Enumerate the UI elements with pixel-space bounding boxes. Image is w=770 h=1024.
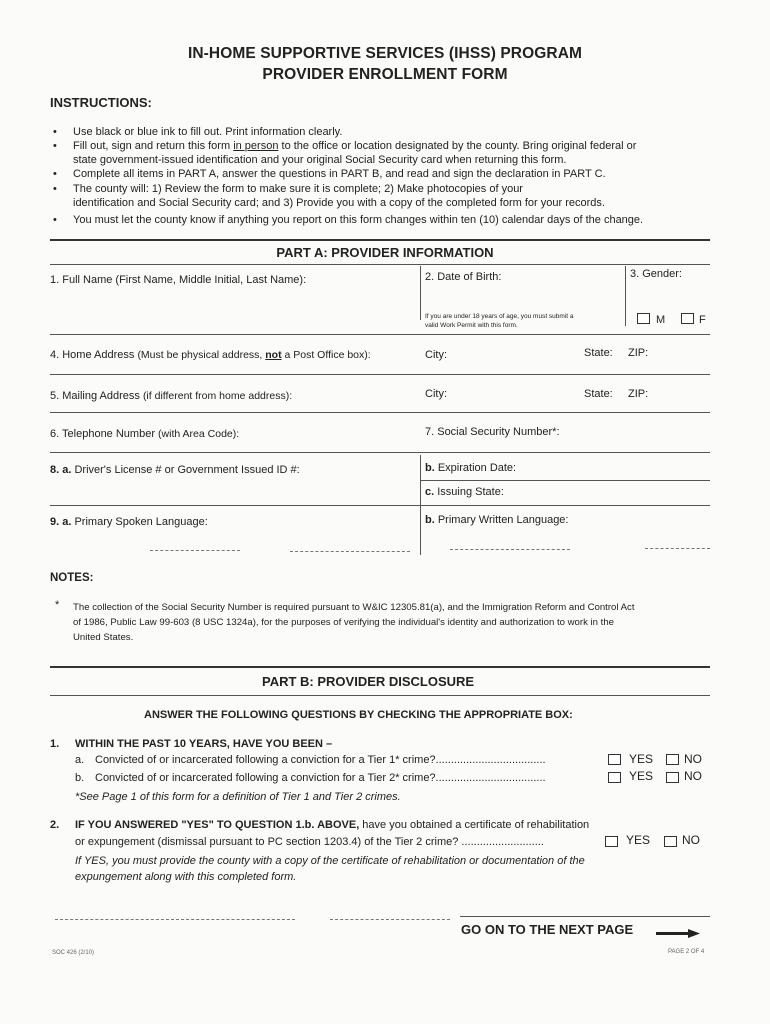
instruction-4-cont: identification and Social Security card; and 3) Provide you with a copy of the completed form for your records. <box>73 197 605 209</box>
instruction-1: Use black or blue ink to fill out. Print information clearly. <box>73 126 343 138</box>
instruction-2-cont: state government-issued identification and your original Social Security card when returning this form. <box>73 154 567 166</box>
footnote-star: * <box>55 599 60 611</box>
q1-number: 1. <box>50 738 60 750</box>
home-address-label: 4. Home Address (Must be physical address, not a Post Office box): <box>50 349 371 361</box>
q2-no-label: NO <box>682 833 700 847</box>
next-page-label: GO ON TO THE NEXT PAGE <box>461 922 634 937</box>
scan-artifact <box>330 919 450 920</box>
telephone-label: 6. Telephone Number (with Area Code): <box>50 428 240 440</box>
section-divider <box>50 695 710 696</box>
row-divider <box>50 334 710 335</box>
section-divider <box>50 239 710 241</box>
gender-f-label: F <box>699 314 706 326</box>
form-code: SOC 426 (2/10) <box>52 950 95 956</box>
bullet-icon: • <box>53 183 57 195</box>
column-divider <box>625 266 626 326</box>
q2-yes-checkbox[interactable] <box>605 836 618 847</box>
gender-m-checkbox[interactable] <box>637 313 650 324</box>
dob-label: 2. Date of Birth: <box>425 271 502 283</box>
q1b-letter: b. <box>75 772 85 784</box>
q1-heading: WITHIN THE PAST 10 YEARS, HAVE YOU BEEN – <box>75 738 333 750</box>
ssn-label: 7. Social Security Number*: <box>425 426 560 438</box>
scan-artifact <box>450 549 570 550</box>
q2-text-cont: or expungement (dismissal pursuant to PC section 1203.4) of the Tier 2 crime? ........................... <box>75 836 544 848</box>
row-divider <box>50 505 710 506</box>
spoken-language-label: 9. a. Primary Spoken Language: <box>50 516 208 528</box>
home-city-label: City: <box>425 349 447 361</box>
row-divider <box>50 412 710 413</box>
dob-note-line1: If you are under 18 years of age, you must submit a <box>425 313 574 320</box>
form-title-line2: PROVIDER ENROLLMENT FORM <box>262 66 508 83</box>
footer-divider <box>460 916 710 917</box>
right-arrow-icon <box>656 925 700 934</box>
q1b-yes-label: YES <box>629 769 654 783</box>
q2-number: 2. <box>50 819 60 831</box>
q2-yes-label: YES <box>626 833 651 847</box>
form-title-line1: IN-HOME SUPPORTIVE SERVICES (IHSS) PROGRAM <box>187 45 583 62</box>
bullet-icon: • <box>53 140 57 152</box>
gender-f-checkbox[interactable] <box>681 313 694 324</box>
mailing-zip-label: ZIP: <box>628 388 649 400</box>
q2-text: IF YOU ANSWERED "YES" TO QUESTION 1.b. ABOVE, have you obtained a certificate of rehabilitation <box>75 819 590 831</box>
row-divider <box>420 480 710 481</box>
q1b-yes-checkbox[interactable] <box>608 772 621 783</box>
full-name-label: 1. Full Name (First Name, Middle Initial, Last Name): <box>50 274 307 286</box>
section-divider <box>50 666 710 668</box>
gender-label: 3. Gender: <box>630 268 682 280</box>
row-divider <box>50 452 710 453</box>
row-divider <box>50 374 710 375</box>
scan-artifact <box>290 551 410 552</box>
q1a-letter: a. <box>75 754 85 766</box>
dob-note-line2: valid Work Permit with this form. <box>425 322 518 329</box>
q1a-no-label: NO <box>684 752 702 766</box>
written-language-label: b. Primary Written Language: <box>425 514 569 526</box>
expiration-date-label: b. Expiration Date: <box>425 462 517 474</box>
gender-m-label: M <box>656 314 666 326</box>
issuing-state-label: c. Issuing State: <box>425 486 504 498</box>
scan-artifact <box>55 919 295 920</box>
section-divider <box>50 264 710 265</box>
part-b-instruction: ANSWER THE FOLLOWING QUESTIONS BY CHECKING THE APPROPRIATE BOX: <box>144 709 573 721</box>
drivers-license-label: 8. a. Driver's License # or Government Issued ID #: <box>50 464 300 476</box>
bullet-icon: • <box>53 168 57 180</box>
q1b-no-label: NO <box>684 769 702 783</box>
part-a-heading: PART A: PROVIDER INFORMATION <box>276 245 494 260</box>
notes-heading: NOTES: <box>50 572 94 584</box>
instruction-2: Fill out, sign and return this form in person to the office or location designated by the county. Bring original federal or <box>73 140 637 152</box>
q1a-no-checkbox[interactable] <box>666 754 679 765</box>
q1b-no-checkbox[interactable] <box>666 772 679 783</box>
q2-no-checkbox[interactable] <box>664 836 677 847</box>
q2-note-line2: expungement along with this completed form. <box>75 871 297 883</box>
instructions-heading: INSTRUCTIONS: <box>50 95 152 110</box>
scan-artifact <box>150 550 240 551</box>
bullet-icon: • <box>53 214 57 226</box>
q1a-yes-label: YES <box>629 752 654 766</box>
part-b-heading: PART B: PROVIDER DISCLOSURE <box>262 674 475 689</box>
mailing-address-label: 5. Mailing Address (if different from home address): <box>50 390 293 402</box>
home-state-label: State: <box>584 347 613 359</box>
notes-line3: United States. <box>73 632 134 643</box>
page-number: PAGE 2 OF 4 <box>668 949 705 955</box>
column-divider <box>420 266 421 320</box>
mailing-state-label: State: <box>584 388 613 400</box>
q1a-yes-checkbox[interactable] <box>608 754 621 765</box>
notes-line2: of 1986, Public Law 99-603 (8 USC 1324a), for the purposes of verifying the individual's identity and authorization to work in the <box>73 617 614 628</box>
instruction-5: You must let the county know if anything you report on this form changes within ten (10) calendar days of the change. <box>73 214 644 226</box>
scan-artifact <box>645 548 710 549</box>
q2-note-line1: If YES, you must provide the county with a copy of the certificate of rehabilitation or documentation of the <box>75 855 585 867</box>
instruction-4: The county will: 1) Review the form to make sure it is complete; 2) Make photocopies of your <box>73 183 523 195</box>
q1a-text: Convicted of or incarcerated following a conviction for a Tier 1* crime?.................................... <box>95 754 546 766</box>
bullet-icon: • <box>53 126 57 138</box>
notes-line1: The collection of the Social Security Number is required pursuant to W&IC 12305.81(a), and the Immigration Reform and Control Act <box>73 602 635 613</box>
mailing-city-label: City: <box>425 388 447 400</box>
instruction-3: Complete all items in PART A, answer the questions in PART B, and read and sign the declaration in PART C. <box>73 168 606 180</box>
home-zip-label: ZIP: <box>628 347 649 359</box>
q1-footnote: *See Page 1 of this form for a definition of Tier 1 and Tier 2 crimes. <box>75 791 401 803</box>
q1b-text: Convicted of or incarcerated following a conviction for a Tier 2* crime?.................................... <box>95 772 546 784</box>
